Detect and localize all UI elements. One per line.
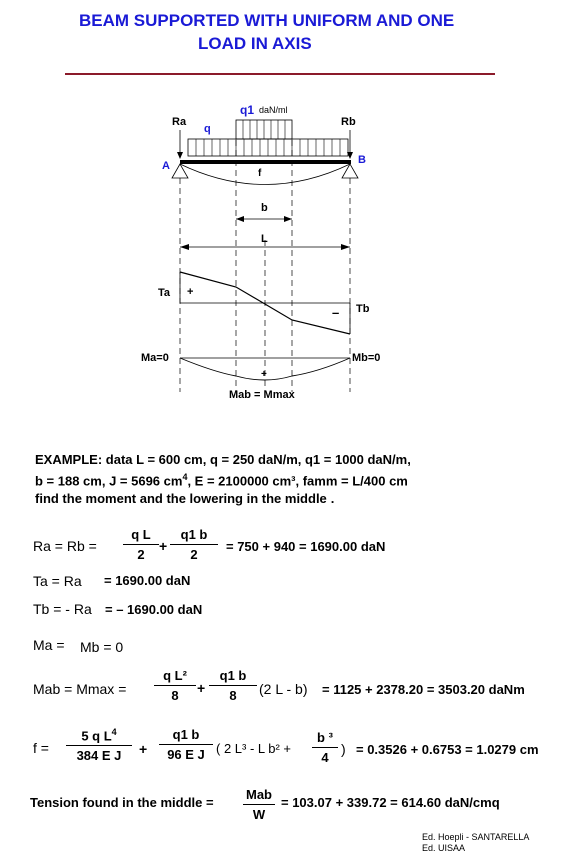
shear-plus-sign: + — [187, 286, 194, 298]
support-a — [172, 164, 188, 178]
eq-reactions-result: = 750 + 940 = 1690.00 daN — [226, 539, 386, 554]
page-title-line1: BEAM SUPPORTED WITH UNIFORM AND ONE — [79, 11, 455, 30]
eq-reactions-lhs: Ra = Rb = — [33, 538, 97, 554]
example-line3: find the moment and the lowering in the middle . — [35, 491, 335, 506]
eq-reactions-frac1: q L 2 — [123, 527, 159, 562]
credit-line1: Ed. Hoepli - SANTARELLA — [422, 832, 530, 842]
q1-unit: daN/ml — [259, 105, 288, 115]
dimension-l-label: L — [261, 233, 268, 245]
point-a-label: A — [162, 160, 170, 172]
eq-reactions-plus: + — [159, 538, 168, 554]
eq-deflection-lhs: f = — [33, 740, 49, 756]
deflection-label: f — [258, 168, 262, 179]
eq-moments-rhs: Mb = 0 — [80, 639, 124, 655]
page-title-line2: LOAD IN AXIS — [198, 34, 312, 53]
point-b-label: B — [358, 154, 366, 166]
mb-label: Mb=0 — [352, 352, 381, 364]
eq-mmax-paren: (2 L - b) — [259, 681, 308, 697]
tb-label: Tb — [356, 303, 370, 315]
eq-tension-lhs: Tension found in the middle = — [30, 795, 214, 810]
shear-minus-sign: – — [332, 305, 340, 320]
eq-deflection-plus: + — [139, 741, 148, 757]
eq-tension-result: = 103.07 + 339.72 = 614.60 daN/cmq — [281, 795, 500, 810]
eq-ta-result: = 1690.00 daN — [104, 573, 191, 588]
q1-load-hatching — [243, 120, 285, 139]
moment-plus-sign: + — [261, 369, 267, 380]
eq-moments-lhs: Ma = — [33, 637, 65, 653]
eq-deflection-paren-close: ) — [341, 741, 346, 757]
eq-mmax-lhs: Mab = Mmax = — [33, 681, 127, 697]
example-line2: b = 188 cm, J = 5696 $cm^4$, E = 2100000 cm³, famm = L/400 cm — [35, 472, 408, 489]
eq-deflection-frac3: b ³ 4 — [312, 730, 338, 765]
example-line1: EXAMPLE: data L = 600 cm, q = 250 daN/m, q1 = 1000 daN/m, — [35, 452, 411, 467]
eq-tb-result: = – 1690.00 daN — [105, 602, 203, 617]
ma-label: Ma=0 — [141, 352, 169, 364]
eq-tb-lhs: Tb = - Ra — [33, 601, 92, 617]
eq-reactions-frac2: q1 b 2 — [170, 527, 218, 562]
eq-ta-lhs: Ta = Ra — [33, 573, 82, 589]
deflection-curve — [180, 164, 350, 185]
rb-label: Rb — [341, 116, 356, 128]
eq-tension-frac: Mab W — [243, 787, 275, 822]
dimension-b-label: b — [261, 202, 268, 214]
credit-line2: Ed. UISAA — [422, 843, 466, 853]
eq-deflection-frac2: q1 b 96 E J — [159, 727, 213, 762]
q1-label: q1 — [240, 103, 255, 117]
eq-deflection-paren-open: ( 2 L³ - L b² + — [216, 741, 292, 756]
mab-label: Mab = Mmax — [229, 389, 295, 401]
eq-mmax-plus: + — [197, 680, 206, 696]
q-label: q — [204, 123, 211, 135]
dashed-guides — [180, 140, 350, 392]
ra-label: Ra — [172, 116, 187, 128]
eq-mmax-result: = 1125 + 2378.20 = 3503.20 daNm — [322, 682, 525, 697]
eq-mmax-frac2: q1 b 8 — [209, 668, 257, 703]
eq-deflection-frac1: 5 q $L^4$ 384 E J — [66, 727, 132, 763]
uniform-load-hatching — [196, 139, 340, 156]
eq-deflection-result: = 0.3526 + 0.6753 = 1.0279 cm — [356, 742, 539, 757]
ta-label: Ta — [158, 287, 171, 299]
support-b — [342, 164, 358, 178]
eq-mmax-frac1: q L² 8 — [154, 668, 196, 703]
